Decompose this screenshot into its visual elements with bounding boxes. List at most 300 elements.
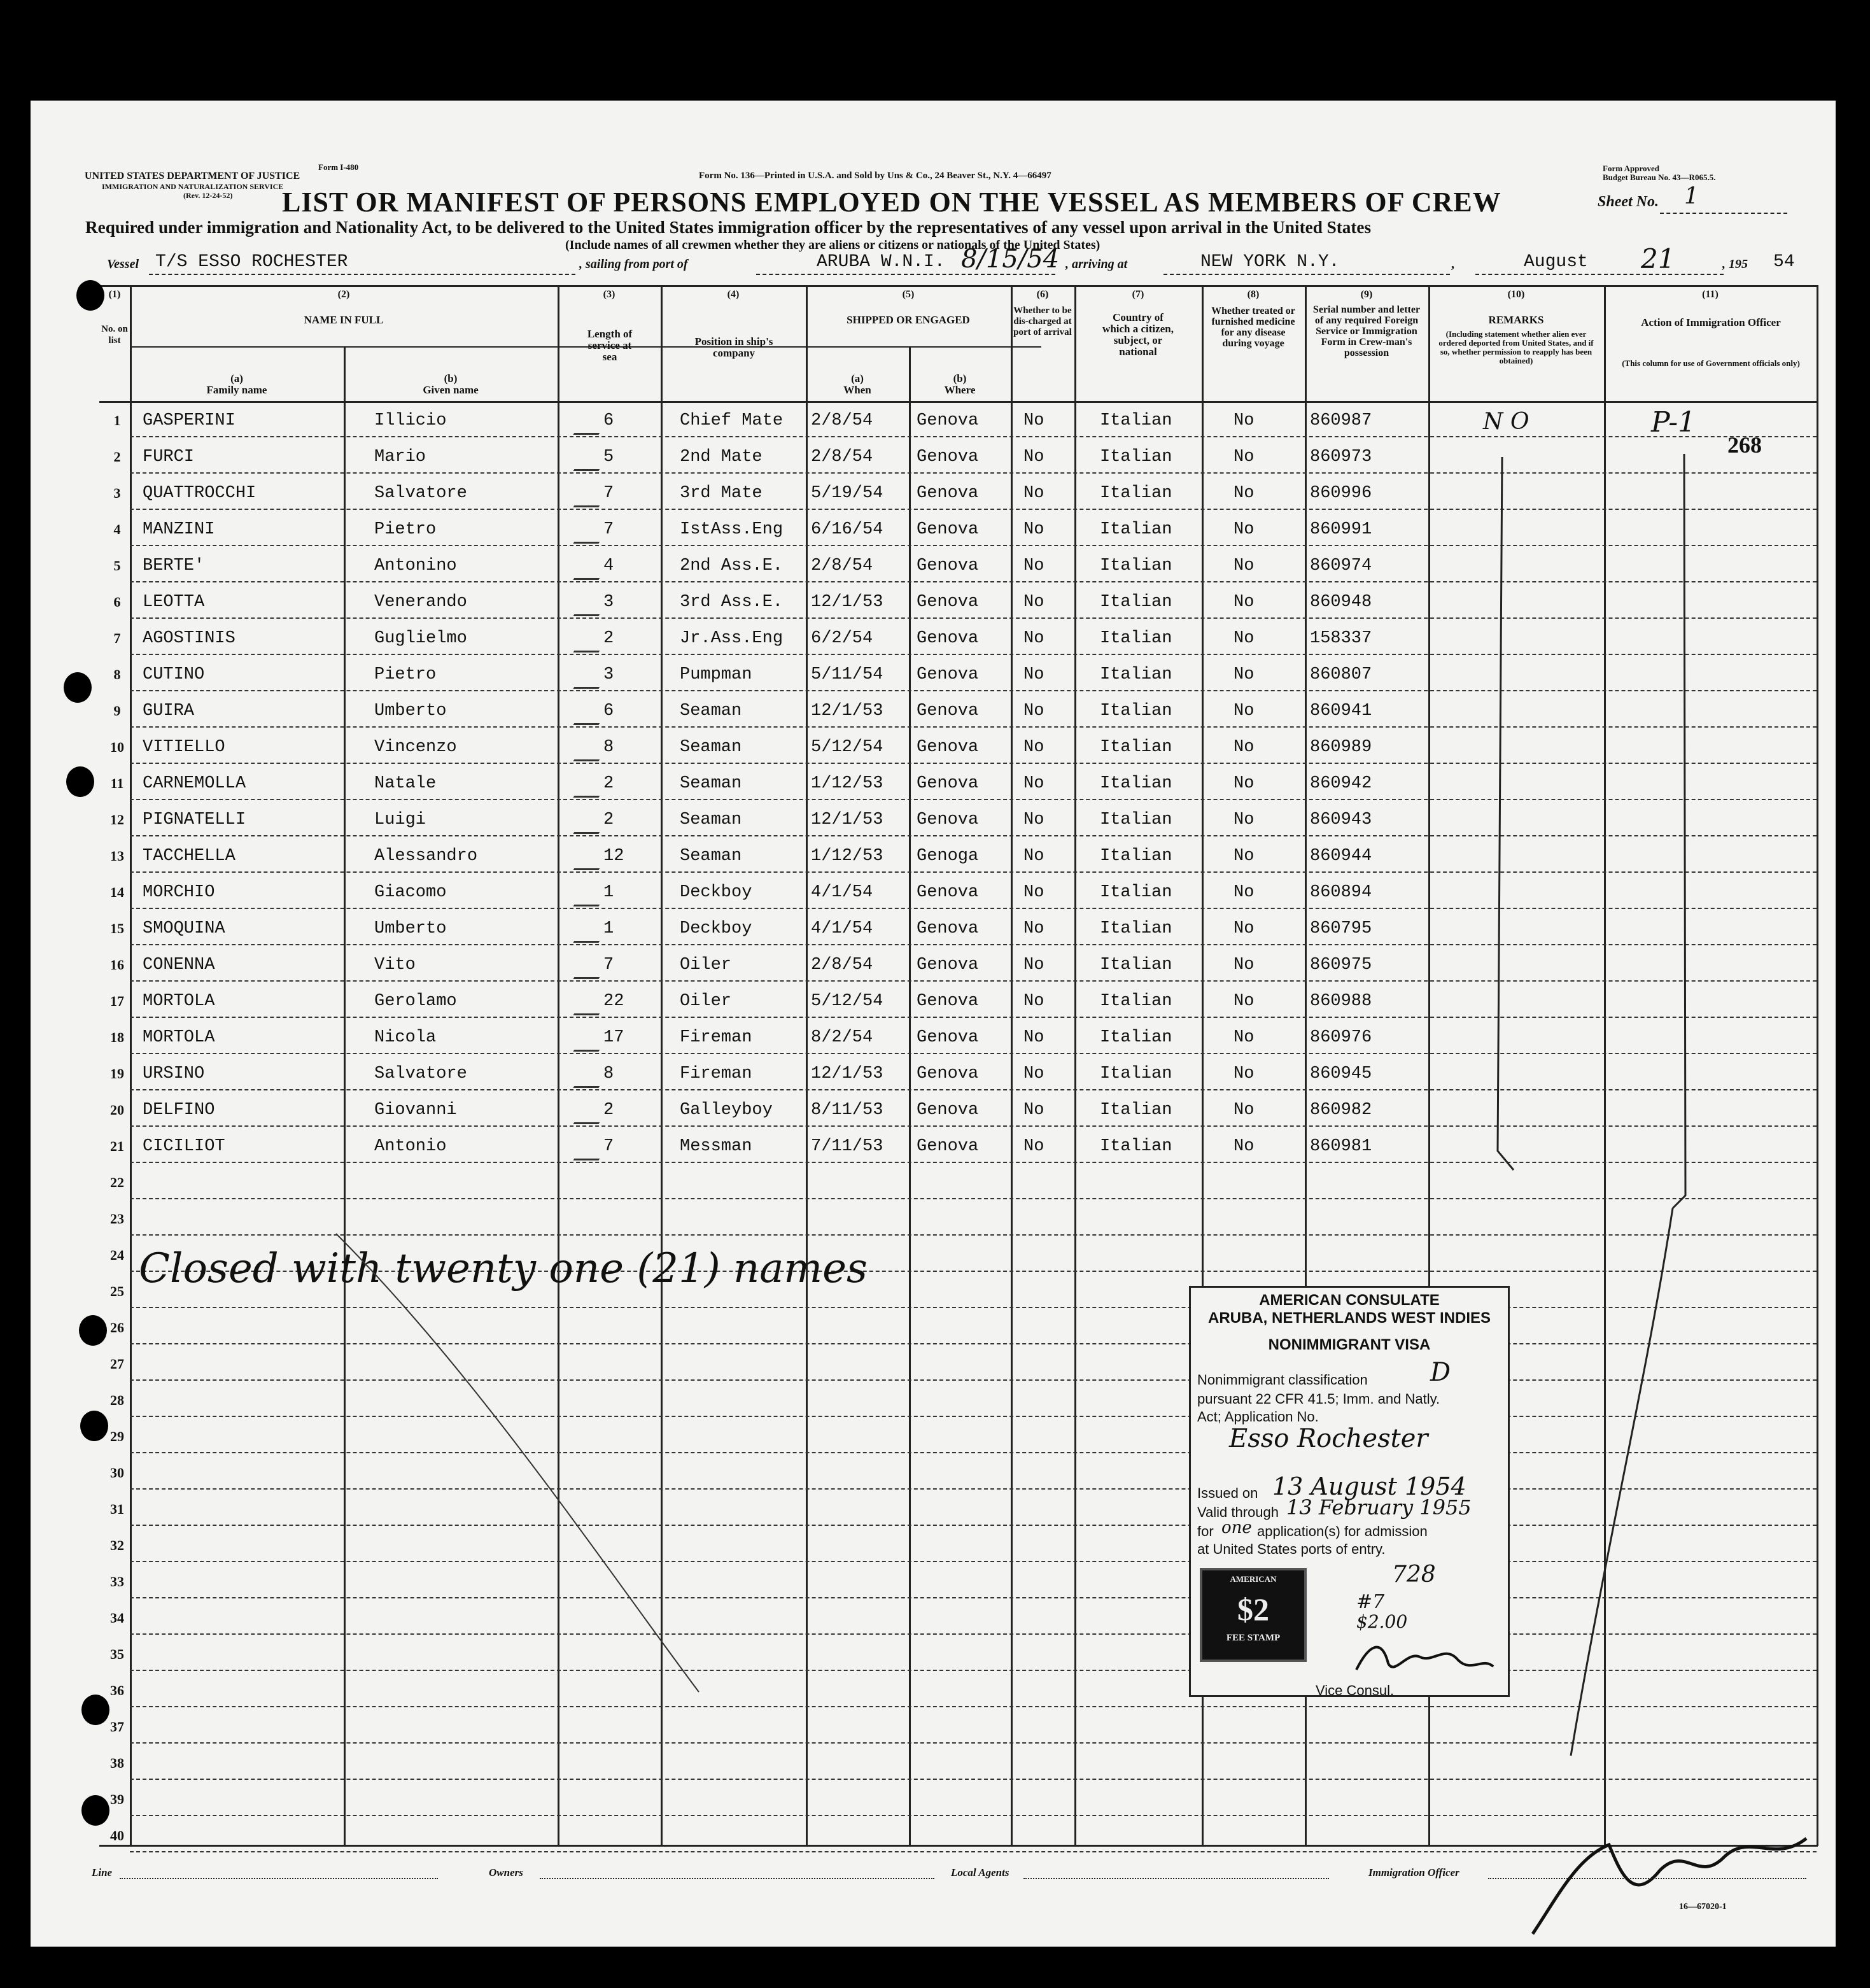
stamp-class-label: Nonimmigrant classification <box>1197 1372 1368 1388</box>
sailing-date: 8/15/54 <box>961 244 1060 274</box>
cell-given: Guglielmo <box>374 629 467 648</box>
budget-note: Budget Bureau No. 43—R065.5. <box>1603 173 1716 182</box>
binder-hole <box>81 1695 109 1725</box>
row-number: 34 <box>110 1610 124 1626</box>
cell-family: CONENNA <box>143 955 215 975</box>
cell-serial: 860975 <box>1310 955 1372 975</box>
department: UNITED STATES DEPARTMENT OF JUSTICE <box>85 171 300 181</box>
cell-discharge: No <box>1023 955 1044 975</box>
cell-where: Genova <box>917 665 979 684</box>
cell-country: Italian <box>1100 665 1172 684</box>
cell-service: 1 <box>603 883 614 902</box>
form-subtitle: Required under immigration and Nationality Act, to be delivered to the United States immigration officer by the representatives of any vessel upon arrival in the United States <box>85 218 1372 237</box>
cell-when: 12/1/53 <box>811 1064 883 1083</box>
footer-owners-label: Owners <box>489 1866 523 1879</box>
cell-family: MORTOLA <box>143 1028 215 1047</box>
cell-where: Genova <box>917 556 979 575</box>
cell-given: Vito <box>374 955 416 975</box>
arrival-year: 54 <box>1773 252 1795 272</box>
row-number: 31 <box>110 1501 124 1517</box>
cell-country: Italian <box>1100 701 1172 721</box>
cell-when: 5/19/54 <box>811 484 883 503</box>
binder-hole <box>76 280 104 311</box>
row-number: 7 <box>113 630 121 646</box>
cell-when: 2/8/54 <box>811 556 873 575</box>
row-number: 25 <box>110 1283 124 1299</box>
cell-serial: 860807 <box>1310 665 1372 684</box>
row-number: 19 <box>110 1066 124 1082</box>
col11-note: (This column for use of Government officials only) <box>1622 358 1800 368</box>
cell-family: FURCI <box>143 448 195 467</box>
cell-service: 7 <box>603 520 614 539</box>
cell-service: 2 <box>603 1101 614 1120</box>
cell-family: VITIELLO <box>143 738 225 757</box>
cell-medicine: No <box>1234 556 1255 575</box>
cell-country: Italian <box>1100 593 1172 612</box>
cell-family: MANZINI <box>143 520 215 539</box>
cell-country: Italian <box>1100 484 1172 503</box>
row-number: 35 <box>110 1646 124 1662</box>
visa-stamp <box>1189 1286 1510 1697</box>
cell-serial: 860974 <box>1310 556 1372 575</box>
cell-serial: 860982 <box>1310 1101 1372 1120</box>
stamp-consul: Vice Consul. <box>1316 1682 1395 1698</box>
cell-when: 1/12/53 <box>811 774 883 793</box>
col5b-label: (b) Where <box>944 372 976 396</box>
col4-num: (4) <box>727 289 740 300</box>
cell-medicine: No <box>1234 411 1255 430</box>
row-number: 30 <box>110 1465 124 1481</box>
cell-country: Italian <box>1100 411 1172 430</box>
cell-given: Nicola <box>374 1028 437 1047</box>
cell-position: IstAss.Eng <box>680 520 784 539</box>
cell-when: 5/12/54 <box>811 992 883 1011</box>
cell-family: MORCHIO <box>143 883 215 902</box>
form-subnote: (Include names of all crewmen whether they are aliens or citizens or nationals of the United States) <box>565 238 1100 252</box>
approval-note: Form Approved <box>1603 164 1659 173</box>
cell-where: Genova <box>917 593 979 612</box>
col7-num: (7) <box>1132 289 1144 300</box>
row-number: 40 <box>110 1828 124 1843</box>
stamp-for-label: for <box>1197 1523 1214 1539</box>
cell-country: Italian <box>1100 992 1172 1011</box>
cell-service: 4 <box>603 556 614 575</box>
cell-given: Giacomo <box>374 883 447 902</box>
cell-discharge: No <box>1023 919 1044 938</box>
cell-country: Italian <box>1100 1101 1172 1120</box>
row-number: 20 <box>110 1102 124 1118</box>
col2-label: NAME IN FULL <box>304 314 384 326</box>
cell-country: Italian <box>1100 1064 1172 1083</box>
sailing-label: , sailing from port of <box>579 257 688 271</box>
cell-serial: 860989 <box>1310 738 1372 757</box>
cell-when: 1/12/53 <box>811 847 883 866</box>
cell-where: Genova <box>917 701 979 721</box>
row-number: 9 <box>113 703 121 719</box>
cell-family: QUATTROCCHI <box>143 484 257 503</box>
cell-when: 2/8/54 <box>811 448 873 467</box>
cell-discharge: No <box>1023 484 1044 503</box>
cell-position: Deckboy <box>680 919 752 938</box>
binder-hole <box>66 766 94 797</box>
cell-medicine: No <box>1234 992 1255 1011</box>
margin-number: 268 <box>1727 432 1762 458</box>
cell-when: 4/1/54 <box>811 919 873 938</box>
binder-hole <box>79 1315 107 1346</box>
cell-family: SMOQUINA <box>143 919 225 938</box>
sailing-port: ARUBA W.N.I. <box>817 252 945 272</box>
cell-where: Genova <box>917 810 979 829</box>
row-number: 27 <box>110 1356 124 1372</box>
cell-position: Seaman <box>680 774 742 793</box>
cell-discharge: No <box>1023 629 1044 648</box>
cell-country: Italian <box>1100 919 1172 938</box>
consul-signature <box>1350 1632 1496 1682</box>
cell-where: Genova <box>917 1028 979 1047</box>
cell-given: Venerando <box>374 593 467 612</box>
cell-medicine: No <box>1234 883 1255 902</box>
cell-family: PIGNATELLI <box>143 810 246 829</box>
row-number: 14 <box>110 884 124 900</box>
footer-code: 16—67020-1 <box>1679 1902 1727 1912</box>
cell-discharge: No <box>1023 1101 1044 1120</box>
row-number: 3 <box>113 485 121 501</box>
fee-stamp <box>1200 1568 1307 1662</box>
col8-label: Whether treated or furnished medicine for any disease during voyage <box>1211 306 1295 349</box>
year-prefix: , 195 <box>1722 257 1748 271</box>
cell-serial: 860948 <box>1310 593 1372 612</box>
cell-medicine: No <box>1234 1101 1255 1120</box>
cell-where: Genova <box>917 629 979 648</box>
cell-medicine: No <box>1234 955 1255 975</box>
row-number: 22 <box>110 1174 124 1190</box>
cell-position: Fireman <box>680 1064 752 1083</box>
cell-position: 3rd Mate <box>680 484 763 503</box>
cell-medicine: No <box>1234 448 1255 467</box>
cell-country: Italian <box>1100 847 1172 866</box>
col1-label: No. on list <box>101 324 128 346</box>
cell-discharge: No <box>1023 1064 1044 1083</box>
cell-medicine: No <box>1234 484 1255 503</box>
cell-service: 7 <box>603 484 614 503</box>
cell-where: Genova <box>917 883 979 902</box>
cell-given: Gerolamo <box>374 992 457 1011</box>
cell-service: 12 <box>603 847 624 866</box>
cell-position: 2nd Ass.E. <box>680 556 784 575</box>
col3-label: Length of service at sea <box>587 328 633 363</box>
col6-label: Whether to be dis-charged at port of arrival <box>1013 306 1072 337</box>
cell-discharge: No <box>1023 774 1044 793</box>
cell-position: Galleyboy <box>680 1101 773 1120</box>
row-number: 2 <box>113 449 121 465</box>
cell-where: Genova <box>917 1137 979 1156</box>
col10-num: (10) <box>1507 289 1525 300</box>
cell-discharge: No <box>1023 556 1044 575</box>
cell-discharge: No <box>1023 593 1044 612</box>
cell-given: Mario <box>374 448 426 467</box>
vessel-name: T/S ESSO ROCHESTER <box>155 252 348 272</box>
cell-given: Antonino <box>374 556 457 575</box>
cell-service: 5 <box>603 448 614 467</box>
stamp-class-value: D <box>1430 1358 1451 1387</box>
cell-where: Genova <box>917 919 979 938</box>
cell-given: Umberto <box>374 701 447 721</box>
cell-given: Umberto <box>374 919 447 938</box>
sheet-label: Sheet No. <box>1598 194 1659 210</box>
stamp-number2: #7 <box>1356 1591 1385 1613</box>
col2a-label: (a) Family name <box>206 372 267 396</box>
cell-medicine: No <box>1234 701 1255 721</box>
cell-position: Oiler <box>680 955 732 975</box>
cell-discharge: No <box>1023 411 1044 430</box>
row-number: 6 <box>113 594 121 610</box>
service: IMMIGRATION AND NATURALIZATION SERVICE <box>102 182 284 191</box>
cell-when: 4/1/54 <box>811 883 873 902</box>
row-number: 38 <box>110 1755 124 1771</box>
col7-label: Country of which a citizen, subject, or national <box>1102 311 1174 358</box>
cell-where: Genova <box>917 955 979 975</box>
cell-where: Genova <box>917 738 979 757</box>
col5-num: (5) <box>902 289 915 300</box>
cell-medicine: No <box>1234 738 1255 757</box>
cell-given: Salvatore <box>374 1064 467 1083</box>
revision: (Rev. 12-24-52) <box>183 191 233 200</box>
cell-serial: 860991 <box>1310 520 1372 539</box>
cell-position: 2nd Mate <box>680 448 763 467</box>
footer-line-label: Line <box>92 1866 113 1879</box>
cell-when: 2/8/54 <box>811 955 873 975</box>
cell-where: Genova <box>917 1101 979 1120</box>
row-number: 11 <box>110 775 124 791</box>
cell-serial: 860996 <box>1310 484 1372 503</box>
cell-given: Pietro <box>374 665 437 684</box>
cell-medicine: No <box>1234 810 1255 829</box>
form-id: Form I-480 <box>318 162 359 172</box>
manifest-sheet: Form I-480 UNITED STATES DEPARTMENT OF JUSTICE IMMIGRATION AND NATURALIZATION SERVICE (Rev. 12-24-52) Form No. 136—Printed in U.S.A. and Sold by Uns & Co., 24 Beaver St., N.Y. 4—66497 Form Approved Budget Bureau No. 43—R065.5. LIST OR MANIFEST OF PERSONS EMPLOYED ON THE VESSEL AS MEMBERS OF CREW Sheet No. 1 Required under immigration and Nationality Act, to be delivered to the United States immigration officer by the representatives of any vessel upon arrival in the United States (Include names of all crewmen whether they are aliens or citizens or nationals of the United States) Vessel T/S ESSO ROCHESTER , sailing from port of ARUBA W.N.I. 8/15/54 , arriving at NEW YORK N.Y. , August 21 , 195 54 (1) No. on list (2) NAME IN FULL (a) Family name (b) Given name (3) Length of service at sea (4) Position in ship's company (5) SHIPPED OR ENGAGED (a) When (b) Where (6) Whether to be dis-charged at port of arrival (7) Country of which a citizen, subject, or national (8) Whether treated or furnished medicine for any disease during voyage (9) Serial number and letter of any required Foreign Service or Immigration Form in Crew-man's possession (10) REMARKS (Including statement whether alien ever ordered deported from United States, and if so, whether permission to reapply has been obtained) (11) Action of Immigration Officer (This column for use of Government officials only) 1 GASPERINI Illicio 6 Chief Mate 2/8/54 Genova No Italian No 860987 2 FURCI Mario 5 2nd Mate 2/8/54 Genova No Italian No 860973 3 QUATTROCCHI Salvatore 7 3rd Mate 5/19/54 Genova No Italian No 860996 4 MANZINI Pietro 7 IstAss.Eng 6/16/54 Genova No Italian No 860991 5 BERTE' Antonino 4 2nd Ass.E. 2/8/54 Genova No Italian No 860974 6 LEOTTA Venerando 3 3rd Ass.E. 12/1/53 Genova No Italian No 860948 7 AGOSTINIS Guglielmo 2 Jr.Ass.Eng 6/2/54 Genova No Italian No 158337 8 CUTINO Pietro 3 Pumpman 5/11/54 Genova No Italian No 860807 9 GUIRA Umberto 6 Seaman 12/1/53 Genova No Italian No 860941 10 VITIELLO Vincenzo 8 Seaman 5/12/54 Genova No Italian No 860989 11 CARNEMOLLA Natale 2 Seaman 1/12/53 Genova No Italian No 860942 12 PIGNATELLI Luigi 2 Seaman 12/1/53 Genova No Italian No 860943 13 TACCHELLA Alessandro 12 Seaman 1/12/53 Genoga No Italian No 860944 14 MORCHIO Giacomo 1 Deckboy 4/1/54 Genova No Italian No 860894 15 SMOQUINA Umberto 1 Deckboy 4/1/54 Genova No Italian No 860795 16 CONENNA Vito 7 Oiler 2/8/54 Genova No Italian No 860975 17 MORTOLA Gerolamo 22 Oiler 5/12/54 Genova No Italian No 860988 18 MORTOLA Nicola 17 Fireman 8/2/54 Genova No Italian No 860976 19 URSINO Salvatore 8 Fireman 12/1/53 Genova No Italian No 860945 20 DELFINO Giovanni 2 Galleyboy 8/11/53 Genova No Italian No 860982 21 CICILIOT Antonio 7 Messman 7/11/53 Genova No Italian No 860981 22 23 24 25 26 27 28 29 30 31 32 33 34 35 36 37 38 39 40 Closed with twenty one (21) names N O P-1 268 AMERICAN CONSULATE ARUBA, NETHERLANDS WEST INDIES NONIMMIGRANT VISA Nonimmigrant classification D pursuant 22 CFR 41.5; Imm. and Natly. Act; Application No. Esso Rochester Issued on 13 August 1954 Valid through 13 February 1955 for one application(s) for admission at United States ports of entry. 728 #7 $2.00 AMERICAN $2 FEE STAMP Vice Consul. Line Owners Local Agents Immigration Officer 16—67020-1 <box>31 101 1836 1947</box>
cell-where: Genova <box>917 411 979 430</box>
cell-service: 1 <box>603 919 614 938</box>
pen-strokes <box>31 101 1836 1947</box>
cell-discharge: No <box>1023 701 1044 721</box>
cell-medicine: No <box>1234 593 1255 612</box>
action-first: P-1 <box>1651 406 1696 439</box>
stamp-ports: at United States ports of entry. <box>1197 1541 1386 1557</box>
cell-service: 7 <box>603 955 614 975</box>
binder-hole <box>81 1795 109 1826</box>
cell-where: Genova <box>917 448 979 467</box>
cell-family: CICILIOT <box>143 1137 225 1156</box>
row-number: 15 <box>110 920 124 936</box>
cell-discharge: No <box>1023 1137 1044 1156</box>
stamp-line1: AMERICAN CONSULATE <box>1259 1292 1440 1309</box>
binder-hole <box>64 672 92 703</box>
form-title: LIST OR MANIFEST OF PERSONS EMPLOYED ON THE VESSEL AS MEMBERS OF CREW <box>282 187 1501 218</box>
row-number: 23 <box>110 1211 124 1227</box>
cell-service: 2 <box>603 810 614 829</box>
row-number: 39 <box>110 1791 124 1807</box>
col10-label: REMARKS <box>1488 314 1544 326</box>
cell-discharge: No <box>1023 448 1044 467</box>
sheet-number: 1 <box>1684 183 1699 209</box>
cell-service: 7 <box>603 1137 614 1156</box>
cell-medicine: No <box>1234 665 1255 684</box>
closing-note: Closed with twenty one (21) names <box>139 1245 868 1292</box>
cell-given: Illicio <box>374 411 447 430</box>
stamp-issued: 13 August 1954 <box>1272 1472 1466 1500</box>
cell-when: 12/1/53 <box>811 701 883 721</box>
row-number: 18 <box>110 1029 124 1045</box>
col8-num: (8) <box>1247 289 1260 300</box>
cell-position: Oiler <box>680 992 732 1011</box>
row-number: 12 <box>110 812 124 828</box>
cell-when: 5/12/54 <box>811 738 883 757</box>
row-number: 5 <box>113 558 121 574</box>
col2b-label: (b) Given name <box>423 372 479 396</box>
row-number: 13 <box>110 848 124 864</box>
cell-service: 8 <box>603 1064 614 1083</box>
cell-position: Chief Mate <box>680 411 784 430</box>
fee-top: AMERICAN <box>1230 1574 1277 1584</box>
cell-position: Seaman <box>680 810 742 829</box>
cell-when: 8/2/54 <box>811 1028 873 1047</box>
cell-family: BERTE' <box>143 556 205 575</box>
cell-serial: 860943 <box>1310 810 1372 829</box>
cell-position: Pumpman <box>680 665 752 684</box>
cell-family: MORTOLA <box>143 992 215 1011</box>
cell-family: GUIRA <box>143 701 195 721</box>
cell-country: Italian <box>1100 556 1172 575</box>
printer-note: Form No. 136—Printed in U.S.A. and Sold by Uns & Co., 24 Beaver St., N.Y. 4—66497 <box>699 171 1051 181</box>
cell-medicine: No <box>1234 774 1255 793</box>
cell-serial: 860944 <box>1310 847 1372 866</box>
stamp-number3: $2.00 <box>1356 1611 1408 1632</box>
cell-given: Antonio <box>374 1137 447 1156</box>
cell-position: Seaman <box>680 701 742 721</box>
col11-num: (11) <box>1702 289 1719 300</box>
cell-given: Salvatore <box>374 484 467 503</box>
cell-medicine: No <box>1234 1028 1255 1047</box>
stamp-for-rest: application(s) for admission <box>1257 1523 1428 1539</box>
cell-country: Italian <box>1100 774 1172 793</box>
cell-country: Italian <box>1100 738 1172 757</box>
cell-when: 6/2/54 <box>811 629 873 648</box>
cell-serial: 860988 <box>1310 992 1372 1011</box>
cell-given: Luigi <box>374 810 426 829</box>
cell-country: Italian <box>1100 955 1172 975</box>
row-number: 17 <box>110 993 124 1009</box>
cell-discharge: No <box>1023 520 1044 539</box>
stamp-number: 728 <box>1392 1561 1436 1588</box>
cell-medicine: No <box>1234 847 1255 866</box>
cell-serial: 158337 <box>1310 629 1372 648</box>
arrival-port: NEW YORK N.Y. <box>1200 252 1340 272</box>
col4-label: Position in ship's company <box>694 335 773 359</box>
stamp-line2: ARUBA, NETHERLANDS WEST INDIES <box>1207 1309 1491 1327</box>
row-number: 10 <box>110 739 124 755</box>
col5a-label: (a) When <box>843 372 871 396</box>
cell-given: Giovanni <box>374 1101 457 1120</box>
cell-country: Italian <box>1100 448 1172 467</box>
arrival-day: 21 <box>1641 243 1675 274</box>
cell-serial: 860976 <box>1310 1028 1372 1047</box>
cell-discharge: No <box>1023 665 1044 684</box>
cell-family: GASPERINI <box>143 411 236 430</box>
cell-discharge: No <box>1023 992 1044 1011</box>
cell-country: Italian <box>1100 810 1172 829</box>
cell-where: Genova <box>917 774 979 793</box>
cell-when: 6/16/54 <box>811 520 883 539</box>
cell-country: Italian <box>1100 629 1172 648</box>
cell-country: Italian <box>1100 1137 1172 1156</box>
cell-medicine: No <box>1234 520 1255 539</box>
fee-bottom: FEE STAMP <box>1226 1633 1281 1643</box>
arrival-month: August <box>1524 252 1588 272</box>
cell-discharge: No <box>1023 847 1044 866</box>
col11-label: Action of Immigration Officer <box>1641 316 1781 328</box>
row-number: 1 <box>113 412 121 428</box>
footer-officer-label: Immigration Officer <box>1368 1866 1459 1879</box>
cell-medicine: No <box>1234 629 1255 648</box>
cell-given: Natale <box>374 774 437 793</box>
row-number: 16 <box>110 957 124 973</box>
fee-value: $2 <box>1237 1591 1269 1627</box>
cell-medicine: No <box>1234 1064 1255 1083</box>
col1-num: (1) <box>108 289 121 300</box>
stamp-valid-label: Valid through <box>1197 1504 1279 1520</box>
cell-position: Seaman <box>680 738 742 757</box>
row-number: 24 <box>110 1247 124 1263</box>
cell-serial: 860981 <box>1310 1137 1372 1156</box>
col9-label: Serial number and letter of any required Foreign Service or Immigration Form in Crew-man's possession <box>1312 304 1421 358</box>
row-number: 8 <box>113 666 121 682</box>
cell-where: Genova <box>917 484 979 503</box>
cell-when: 8/11/53 <box>811 1101 883 1120</box>
cell-position: Fireman <box>680 1028 752 1047</box>
cell-discharge: No <box>1023 738 1044 757</box>
cell-when: 5/11/54 <box>811 665 883 684</box>
stamp-pursuant: pursuant 22 CFR 41.5; Imm. and Natly. <box>1197 1391 1440 1407</box>
row-number: 33 <box>110 1574 124 1590</box>
cell-serial: 860795 <box>1310 919 1372 938</box>
cell-family: AGOSTINIS <box>143 629 236 648</box>
footer-agents-label: Local Agents <box>951 1866 1009 1879</box>
cell-family: CARNEMOLLA <box>143 774 246 793</box>
cell-country: Italian <box>1100 883 1172 902</box>
cell-service: 2 <box>603 774 614 793</box>
cell-when: 12/1/53 <box>811 593 883 612</box>
binder-hole <box>80 1411 108 1441</box>
cell-serial: 860987 <box>1310 411 1372 430</box>
remarks-first: N O <box>1483 409 1529 435</box>
cell-family: DELFINO <box>143 1101 215 1120</box>
col10-note: (Including statement whether alien ever ordered deported from United States, and if so, whether permission to reapply has been obtained) <box>1438 329 1594 365</box>
cell-discharge: No <box>1023 810 1044 829</box>
cell-medicine: No <box>1234 919 1255 938</box>
cell-serial: 860941 <box>1310 701 1372 721</box>
cell-where: Genova <box>917 520 979 539</box>
cell-service: 2 <box>603 629 614 648</box>
cell-discharge: No <box>1023 1028 1044 1047</box>
row-number: 37 <box>110 1719 124 1735</box>
stamp-for: one <box>1221 1518 1252 1537</box>
cell-family: URSINO <box>143 1064 205 1083</box>
arriving-label: , arriving at <box>1065 257 1128 271</box>
row-number: 21 <box>110 1138 124 1154</box>
row-number: 32 <box>110 1537 124 1553</box>
cell-serial: 860942 <box>1310 774 1372 793</box>
cell-service: 17 <box>603 1028 624 1047</box>
cell-when: 7/11/53 <box>811 1137 883 1156</box>
